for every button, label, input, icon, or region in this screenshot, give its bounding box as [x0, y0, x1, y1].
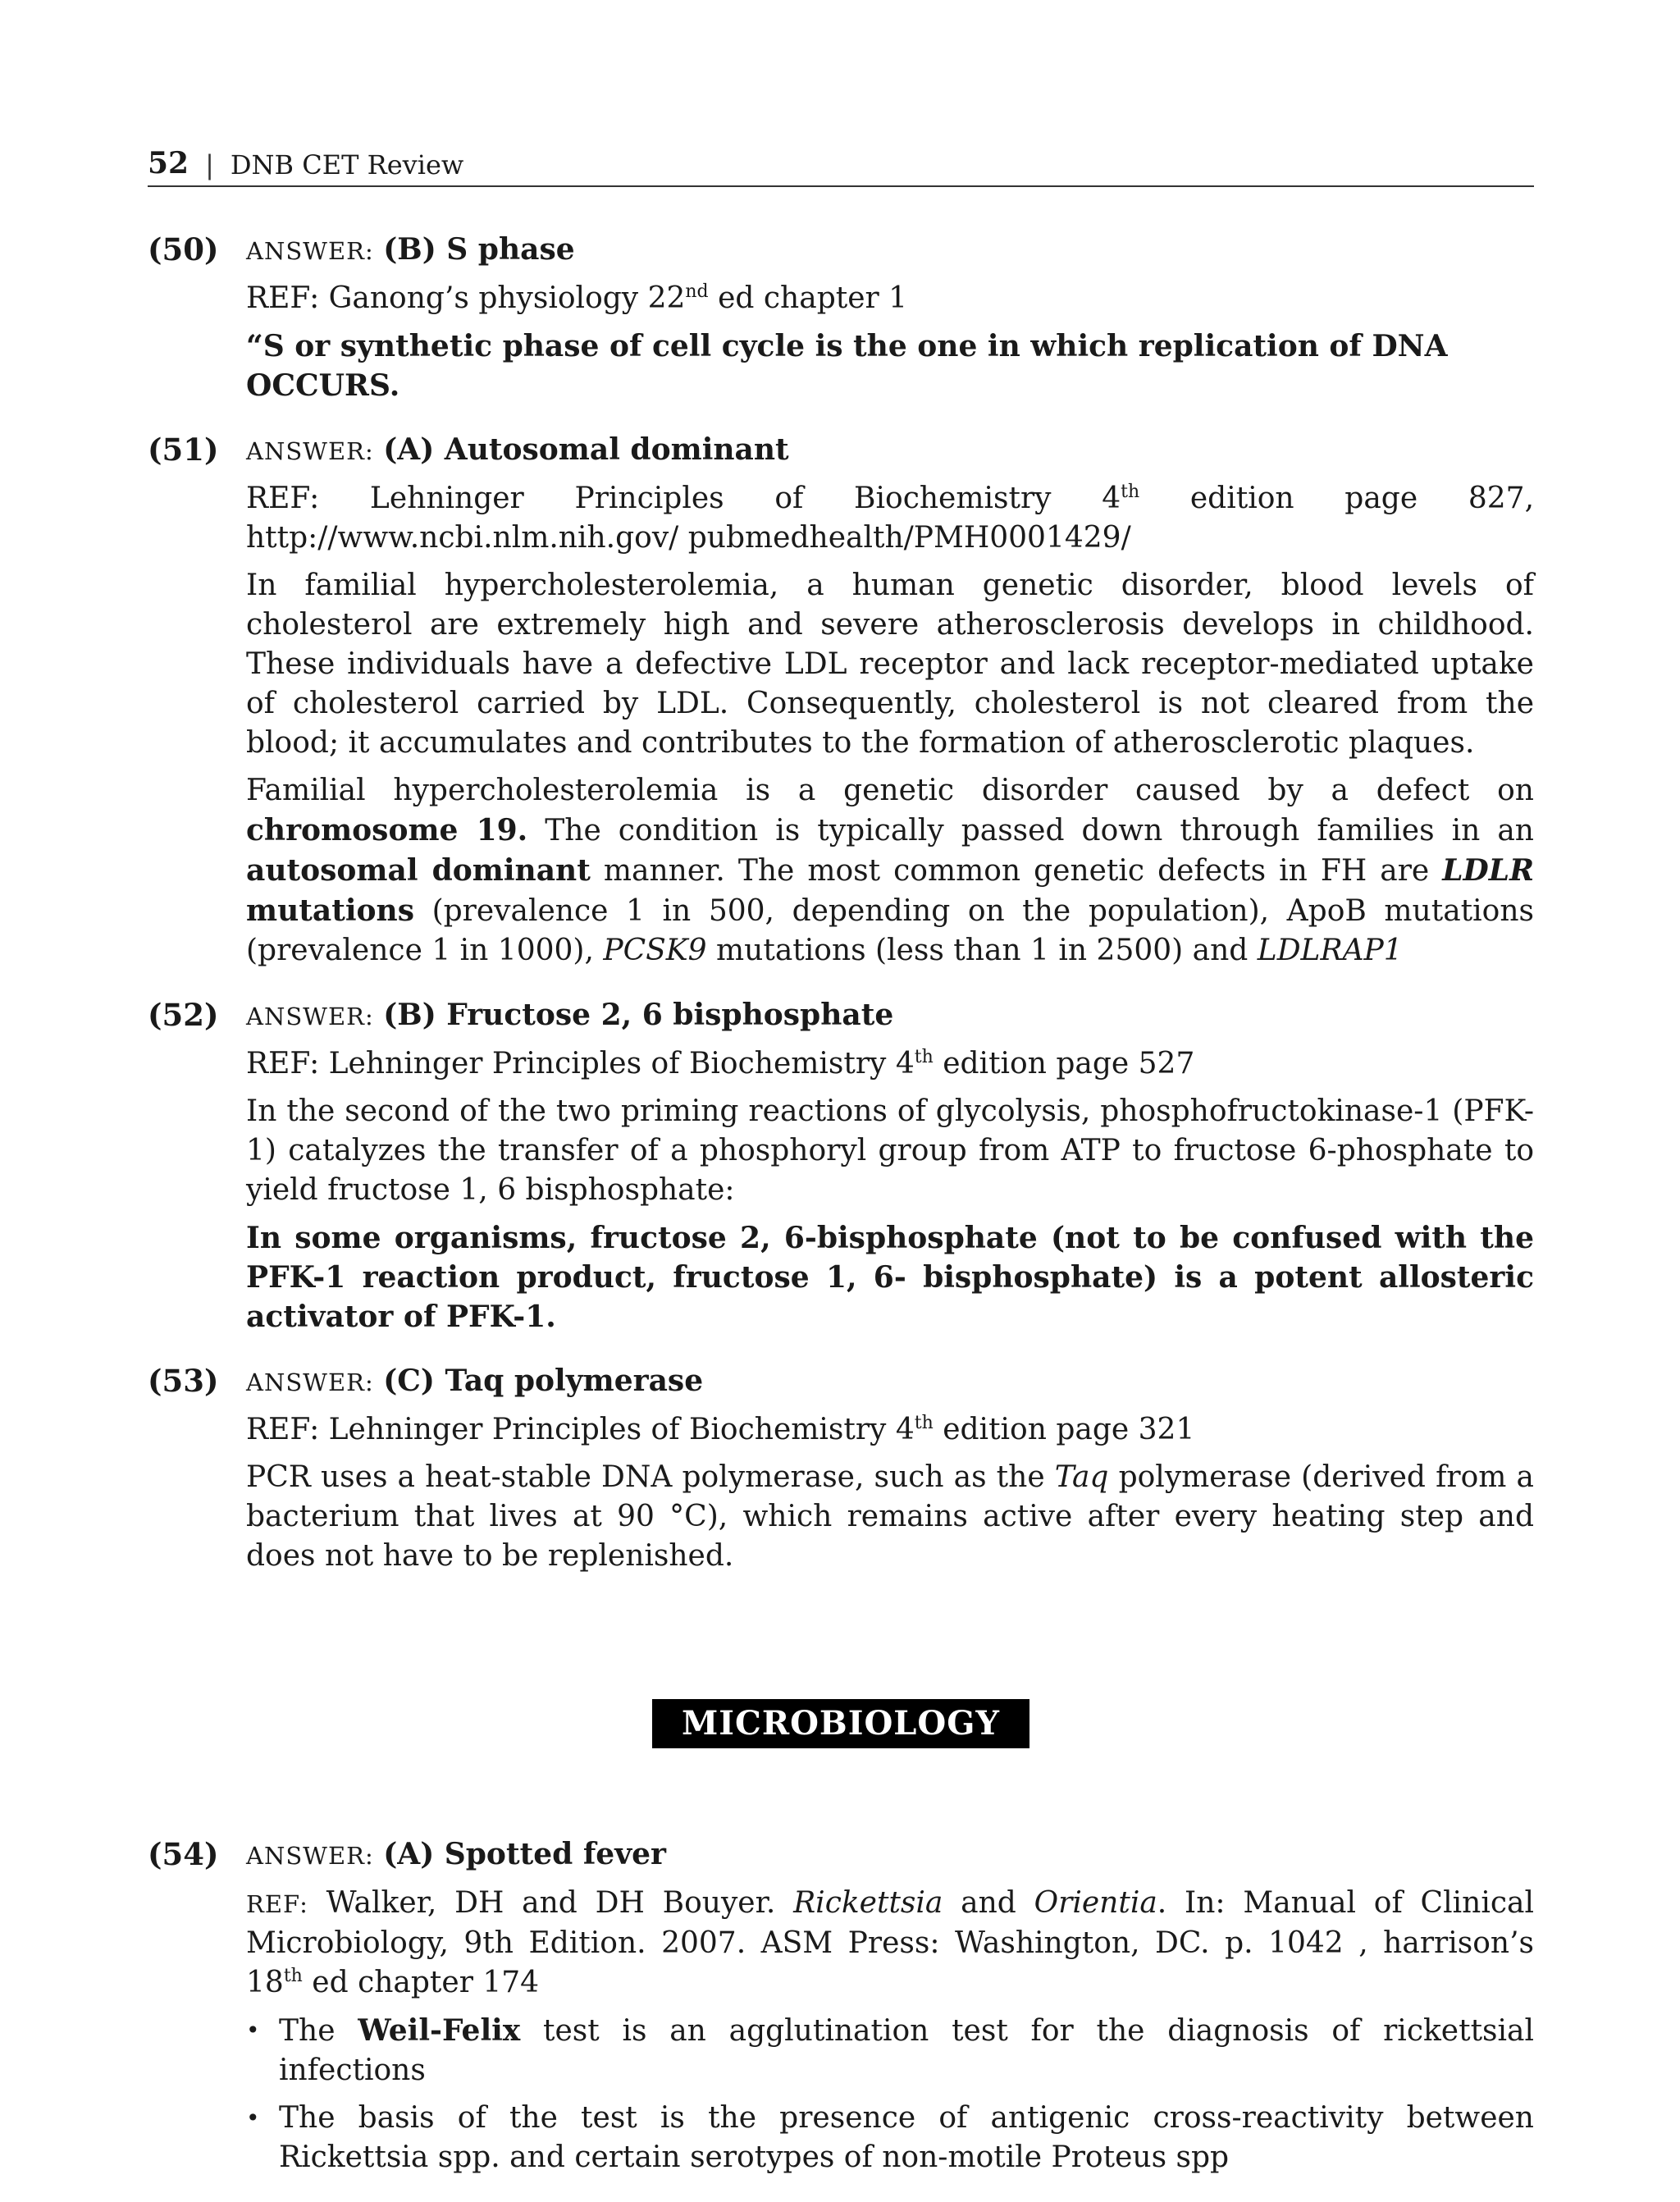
answer-label: ANSWER:	[246, 237, 374, 265]
text-run-bold: mutations	[246, 893, 414, 928]
question-number: (54)	[148, 1836, 219, 1872]
text-run-italic: PCSK9	[603, 934, 707, 967]
answer-entry-53	[148, 1361, 1534, 1576]
answer-entry-52	[148, 995, 1534, 1336]
text-run: polymerase (derived from a bacterium that lives at 90 °C), which remains active after every heating step and does not have to be replenished.	[246, 1460, 1534, 1573]
reference-superscript: th	[1121, 482, 1140, 502]
text-run: Walker, DH and DH Bouyer.	[308, 1886, 794, 1920]
answer-line	[246, 230, 1534, 271]
section-title: MICROBIOLOGY	[652, 1699, 1029, 1748]
question-number: (50)	[148, 231, 219, 267]
running-head: DNB CET Review	[230, 149, 464, 180]
text-run: (prevalence 1 in 500, depending on the population), ApoB mutations (prevalence 1 in 1000),	[246, 894, 1534, 967]
text-run-bold: chromosome 19.	[246, 813, 528, 847]
question-number: (53)	[148, 1363, 219, 1399]
explanation-text: “S or synthetic phase of cell cycle is the one in which replication of DNA OCCURS.	[246, 329, 1448, 403]
bullet-list	[246, 2011, 1534, 2177]
question-number: (51)	[148, 432, 219, 468]
text-run: . In: Manual of Clinical Microbiology, 9th Edition. 2007. ASM Press: Washington, DC. p. 1042 , harrison’s 18	[246, 1886, 1534, 1999]
answer-text: (A) Spotted fever	[383, 1837, 666, 1871]
text-run-bold: Weil-Felix	[358, 2013, 521, 2048]
text-run: manner. The most common genetic defects in FH are	[590, 854, 1443, 888]
reference-superscript: th	[283, 1966, 303, 1986]
answer-line	[246, 430, 1534, 471]
explanation-paragraph: In the second of the two priming reactions of glycolysis, phosphofructokinase-1 (PFK-1) catalyzes the transfer of a phosphoryl group from ATP to fructose 6-phosphate to yield fructose 1, 6 bisphosphate:	[246, 1094, 1534, 1207]
reference-text: REF: Lehninger Principles of Biochemistry 4	[246, 1413, 915, 1446]
reference-text: REF: Ganong’s physiology 22	[246, 281, 686, 315]
reference	[246, 1410, 1534, 1450]
text-run: The basis of the test is the presence of antigenic cross-reactivity between Rickettsia spp. and certain serotypes of non-motile Proteus spp	[279, 2101, 1534, 2174]
answer-line	[246, 1834, 1534, 1875]
answer-label: ANSWER:	[246, 1003, 374, 1030]
text-run: mutations (less than 1 in 2500) and	[706, 934, 1258, 967]
text-run: The	[279, 2014, 358, 2048]
page-header	[148, 144, 1534, 187]
answer-label: ANSWER:	[246, 1368, 374, 1396]
text-run: test is an agglutination test for the diagnosis of rickettsial infections	[279, 2014, 1535, 2087]
text-run: PCR uses a heat-stable DNA polymerase, such as the	[246, 1460, 1055, 1494]
answer-line	[246, 995, 1534, 1036]
explanation-paragraph-2	[246, 771, 1534, 971]
reference-text-end: edition page 827, http://www.ncbi.nlm.nih.gov/ pubmedhealth/PMH0001429/	[246, 482, 1535, 555]
reference	[246, 1044, 1534, 1084]
reference	[246, 1884, 1534, 2003]
text-run: The condition is typically passed down through families in an	[527, 814, 1534, 847]
text-run-bold-italic: LDLR	[1442, 853, 1534, 888]
answer-text: (A) Autosomal dominant	[383, 432, 789, 467]
page-content	[148, 230, 1534, 2202]
text-run-italic: LDLRAP1	[1257, 934, 1403, 967]
reference-superscript: th	[914, 1413, 934, 1433]
reference-text: REF: Lehninger Principles of Biochemistry 4	[246, 482, 1121, 515]
explanation-paragraph: In familial hypercholesterolemia, a human genetic disorder, blood levels of cholesterol are extremely high and severe atherosclerosis develops in childhood. These individuals have a defective LDL receptor and lack receptor-mediated uptake of cholesterol carried by LDL. Consequently, cholesterol is not cleared from the blood; it accumulates and contributes to the formation of atherosclerotic plaques.	[246, 569, 1534, 760]
reference	[246, 279, 1534, 318]
answer-text: (B) S phase	[383, 232, 575, 267]
answer-entry-54	[148, 1834, 1534, 2177]
bullet-icon: •	[246, 2017, 260, 2044]
explanation-paragraph-bold: In some organisms, fructose 2, 6-bisphosphate (not to be confused with the PFK-1 reaction product, fructose 1, 6- bisphosphate) is a potent allosteric activator of PFK-1.	[246, 1221, 1534, 1334]
reference-text-end: ed chapter 1	[708, 281, 908, 315]
answer-text: (C) Taq polymerase	[383, 1364, 704, 1398]
explanation-paragraph	[246, 1458, 1534, 1576]
answer-entry-51	[148, 430, 1534, 971]
reference-text-end: edition page 527	[933, 1047, 1195, 1080]
answer-entry-50	[148, 230, 1534, 405]
reference-label: REF:	[246, 1890, 308, 1918]
bullet-item	[246, 2011, 1534, 2090]
section-heading-wrap	[148, 1699, 1534, 1748]
bullet-item	[246, 2099, 1534, 2177]
question-number: (52)	[148, 997, 219, 1033]
answer-line	[246, 1361, 1534, 1402]
text-run-italic: Orientia	[1034, 1886, 1157, 1920]
reference-superscript: nd	[685, 281, 709, 302]
text-run-italic: Taq	[1054, 1460, 1109, 1494]
page-number: 52	[148, 146, 189, 180]
reference	[246, 479, 1534, 558]
text-run: Familial hypercholesterolemia is a genetic disorder caused by a defect on	[246, 774, 1534, 807]
text-run: ed chapter 174	[302, 1966, 540, 1999]
text-run-italic: Rickettsia	[793, 1886, 943, 1920]
reference-superscript: th	[914, 1047, 934, 1067]
answer-text: (B) Fructose 2, 6 bisphosphate	[383, 998, 894, 1032]
bullet-icon: •	[246, 2104, 260, 2131]
text-run: and	[943, 1886, 1034, 1920]
reference-text-end: edition page 321	[933, 1413, 1195, 1446]
reference-text: REF: Lehninger Principles of Biochemistry 4	[246, 1047, 915, 1080]
answer-label: ANSWER:	[246, 437, 374, 465]
header-separator: |	[205, 149, 214, 180]
text-run-bold: autosomal dominant	[246, 853, 591, 888]
answer-label: ANSWER:	[246, 1842, 374, 1870]
